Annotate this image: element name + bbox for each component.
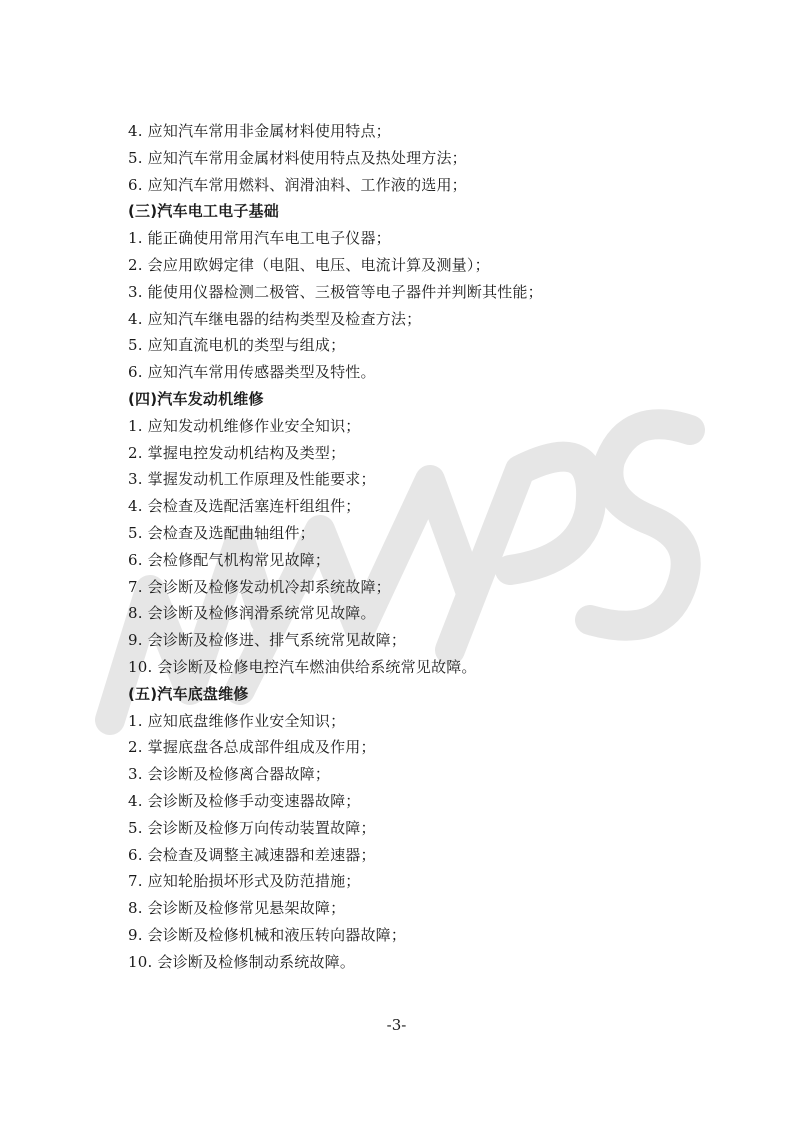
list-item: 10. 会诊断及检修电控汽车燃油供给系统常见故障。 <box>128 657 477 676</box>
list-item: 2. 会应用欧姆定律（电阻、电压、电流计算及测量）； <box>128 255 490 274</box>
list-item: 3. 会诊断及检修离合器故障； <box>128 765 331 784</box>
list-item: 5. 应知汽车常用金属材料使用特点及热处理方法； <box>128 148 467 167</box>
list-item: 3. 能使用仪器检测二极管、三极管等电子器件并判断其性能； <box>128 282 543 301</box>
list-item: 6. 会检查及调整主减速器和差速器； <box>128 845 376 864</box>
list-item: 9. 会诊断及检修进、排气系统常见故障； <box>128 631 407 650</box>
list-item: 6. 会检修配气机构常见故障； <box>128 550 331 569</box>
list-item: 1. 应知发动机维修作业安全知识； <box>128 416 361 435</box>
list-item: 8. 会诊断及检修常见悬架故障； <box>128 899 346 918</box>
list-item: 4. 会检查及选配活塞连杆组组件； <box>128 497 361 516</box>
page-number: -3- <box>386 1016 407 1034</box>
list-item: 1. 能正确使用常用汽车电工电子仪器； <box>128 229 391 248</box>
list-item: 4. 应知汽车常用非金属材料使用特点； <box>128 122 391 140</box>
list-item: 2. 掌握底盘各总成部件组成及作用； <box>128 738 376 757</box>
list-item: 10. 会诊断及检修制动系统故障。 <box>128 952 356 971</box>
list-item: 7. 会诊断及检修发动机冷却系统故障； <box>128 577 391 596</box>
list-item: 7. 应知轮胎损坏形式及防范措施； <box>128 872 361 891</box>
list-item: 3. 掌握发动机工作原理及性能要求； <box>128 470 376 489</box>
list-item: 5. 会诊断及检修万向传动装置故障； <box>128 818 376 837</box>
list-item: 5. 应知直流电机的类型与组成； <box>128 336 346 355</box>
list-item: 9. 会诊断及检修机械和液压转向器故障； <box>128 925 407 944</box>
section-heading: (五)汽车底盘维修 <box>128 684 249 703</box>
list-item: 1. 应知底盘维修作业安全知识； <box>128 711 346 730</box>
list-item: 8. 会诊断及检修润滑系统常见故障。 <box>128 604 376 623</box>
list-item: 6. 应知汽车常用传感器类型及特性。 <box>128 363 376 382</box>
list-item: 2. 掌握电控发动机结构及类型； <box>128 443 346 462</box>
document-body <box>128 118 688 976</box>
list-item: 4. 应知汽车继电器的结构类型及检查方法； <box>128 309 422 328</box>
list-item: 5. 会检查及选配曲轴组件； <box>128 523 315 542</box>
section-heading: (三)汽车电工电子基础 <box>128 202 279 221</box>
section-heading: (四)汽车发动机维修 <box>128 389 264 408</box>
list-item: 4. 会诊断及检修手动变速器故障； <box>128 791 361 810</box>
list-item: 6. 应知汽车常用燃料、润滑油料、工作液的选用； <box>128 175 467 194</box>
